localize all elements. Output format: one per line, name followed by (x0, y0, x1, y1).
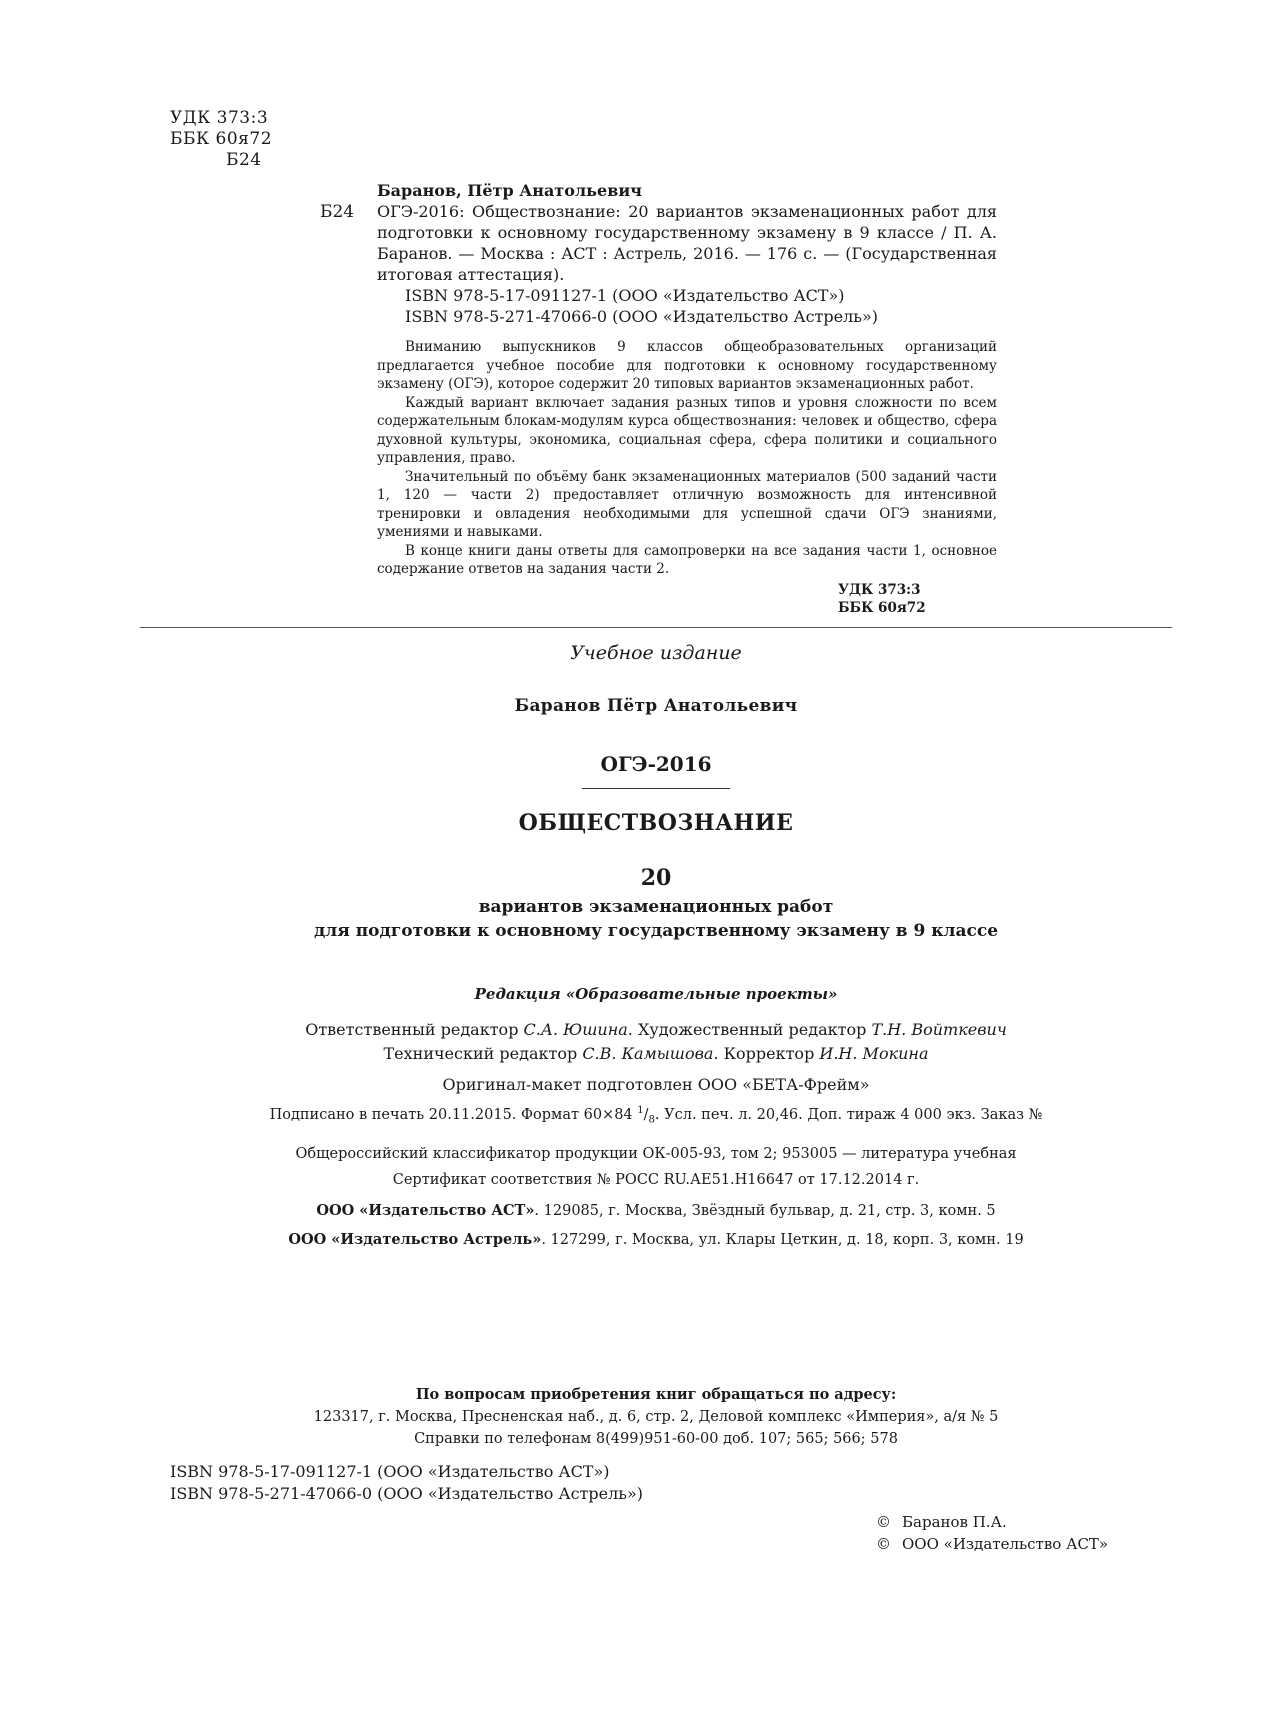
publisher-ast-address: . 129085, г. Москва, Звёздный бульвар, д. 21, стр. 3, комн. 5 (534, 1203, 996, 1219)
variant-description-line-2: для подготовки к основному государственному экзамену в 9 классе (313, 921, 999, 941)
copyright-block (876, 1511, 1108, 1555)
contact-title: По вопросам приобретения книг обращаться по адресу: (415, 1386, 897, 1403)
annotation-paragraph-3: Значительный по объёму банк экзаменационных материалов (500 заданий части 1, 120 — части 2) предоставляет отличную возможность для интенсивной тренировки и овладения необходимыми для успешной сдачи ОГЭ знаниями, умениями и навыками. (377, 468, 997, 540)
format-numerator: 1 (637, 1105, 644, 1116)
annotation-paragraph-1: Вниманию выпускников 9 классов общеобразовательных организаций предлагается учебное пособие для подготовки к основному государственному экзамену (ОГЭ), которое содержит 20 типовых вариантов экзаменационных работ. (377, 339, 997, 392)
contact-address: 123317, г. Москва, Пресненская наб., д. 6, стр. 2, Деловой комплекс «Империя», а/я № 5 (313, 1409, 999, 1425)
isbn-line-2: ISBN 978-5-271-47066-0 (ООО «Издательство Астрель») (170, 1484, 643, 1503)
subject-title: ОБЩЕСТВОЗНАНИЕ (518, 810, 794, 836)
contact-phones: Справки по телефонам 8(499)951-60-00 доб. 107; 565; 566; 578 (414, 1431, 898, 1447)
publisher-astrel-name: ООО «Издательство Астрель» (288, 1231, 542, 1248)
author-sign: Б24 (226, 150, 262, 170)
art-editor-label: . Художественный редактор (627, 1020, 872, 1039)
variant-description-line-1: вариантов экзаменационных работ (478, 897, 834, 917)
product-classifier: Общероссийский классификатор продукции ОК-005-93, том 2; 953005 — литература учебная (295, 1146, 1017, 1162)
annotation-paragraph-4: В конце книги даны ответы для самопроверки на все задания части 1, основное содержание ответов на задания части 2. (377, 542, 997, 577)
purchase-contact (140, 1384, 1172, 1450)
catalog-author: Баранов, Пётр Анатольевич (377, 181, 642, 200)
editors (140, 1018, 1172, 1066)
corrector-label: . Корректор (713, 1044, 820, 1063)
catalog-description: ОГЭ-2016: Обществознание: 20 вариантов экзаменационных работ для подготовки к основному государственному экзамену в 9 классе / П. А. Баранов. — Москва : АСТ : Астрель, 2016. — 176 с. — (Государственная итоговая аттестация). (377, 202, 997, 284)
art-editor: Т.Н. Войткевич (871, 1020, 1007, 1039)
title-divider (582, 788, 730, 789)
redaction: Редакция «Образовательные проекты» (474, 985, 838, 1003)
variant-description (140, 895, 1172, 943)
catalog-record (377, 180, 997, 327)
copyright-line-2 (876, 1533, 1108, 1555)
editors-line-2 (140, 1042, 1172, 1066)
exam-title: ОГЭ-2016 (600, 752, 712, 776)
imprint-author: Баранов Пётр Анатольевич (514, 696, 798, 716)
annotation-udk (838, 581, 926, 617)
resp-editor-label: Ответственный редактор (305, 1020, 524, 1039)
resp-editor: С.А. Юшина (523, 1020, 628, 1039)
variant-count: 20 (640, 865, 672, 891)
publisher-astrel-address: . 127299, г. Москва, ул. Клары Цеткин, д. 18, корп. 3, комн. 19 (541, 1232, 1024, 1248)
copyright-icon: © (876, 1535, 891, 1553)
format-denominator: 8 (648, 1114, 655, 1126)
divider (140, 627, 1172, 628)
isbn-block (170, 1461, 643, 1505)
isbn-line-1: ISBN 978-5-17-091127-1 (ООО «Издательство АСТ») (170, 1462, 610, 1481)
catalog-isbn-2: ISBN 978-5-271-47066-0 (ООО «Издательство Астрель») (405, 307, 878, 326)
bbk-code: ББК 60я72 (170, 129, 273, 149)
copyright-publisher: ООО «Издательство АСТ» (902, 1535, 1109, 1553)
copyright-author: Баранов П.А. (902, 1513, 1007, 1531)
corrector: И.Н. Мокина (819, 1044, 929, 1063)
publisher-ast (140, 1202, 1172, 1219)
annotation-paragraph-2: Каждый вариант включает задания разных типов и уровня сложности по всем содержательным блокам-модулям курса обществознания: человек и общество, сфера духовной культуры, экономика, социальная сфера, сфера политики и социального управления, право. (377, 394, 997, 466)
print-info: Подписано в печать 20.11.2015. Формат 60×84 $^1/_8$. Усл. печ. л. 20,46. Доп. тираж 4 000 экз. Заказ № (269, 1105, 1043, 1126)
annotation-bbk-code: ББК 60я72 (838, 600, 926, 616)
copyright-icon: © (876, 1513, 891, 1531)
udk-code: УДК 373:3 (170, 108, 269, 128)
catalog-code: Б24 (320, 202, 355, 222)
annotation (377, 338, 997, 579)
print-info-b: . Усл. печ. л. 20,46. Доп. тираж 4 000 экз. Заказ № (654, 1106, 1043, 1123)
layout-info: Оригинал-макет подготовлен ООО «БЕТА-Фрейм» (442, 1075, 870, 1094)
copyright-line-1 (876, 1511, 1108, 1533)
edition-kind: Учебное издание (570, 642, 742, 664)
catalog-isbn-1: ISBN 978-5-17-091127-1 (ООО «Издательство АСТ») (405, 286, 845, 305)
udk-bbk-header (170, 108, 272, 171)
annotation-udk-code: УДК 373:3 (838, 582, 921, 598)
tech-editor: С.В. Камышова (582, 1044, 714, 1063)
publisher-astrel (140, 1231, 1172, 1248)
print-info-a: Подписано в печать 20.11.2015. Формат 60×84 (269, 1106, 638, 1123)
tech-editor-label: Технический редактор (383, 1044, 583, 1063)
publisher-ast-name: ООО «Издательство АСТ» (316, 1202, 535, 1219)
editors-line-1 (140, 1018, 1172, 1042)
certificate: Сертификат соответствия № РОСС RU.АЕ51.Н16647 от 17.12.2014 г. (392, 1172, 920, 1188)
